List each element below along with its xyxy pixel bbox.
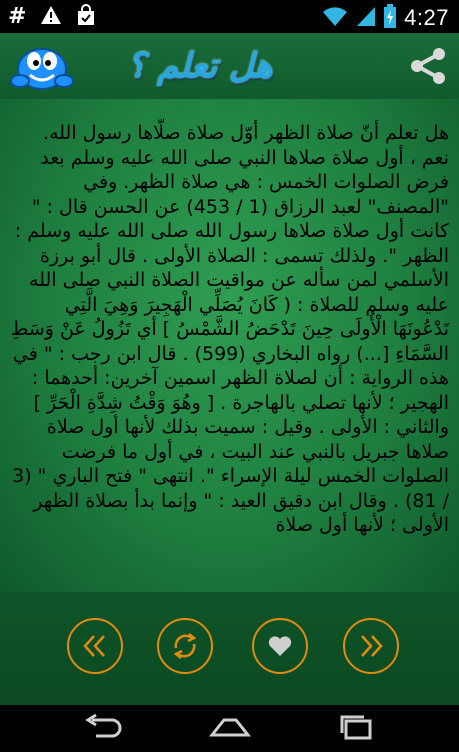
article-paragraph: هل تعلم أنّ صلاة الظهر أوّل صلاة صلّاها رسول الله.	[43, 122, 449, 144]
recents-button[interactable]	[332, 713, 380, 745]
status-bar-left-icons	[8, 4, 96, 30]
content-area[interactable]	[0, 99, 459, 592]
status-bar	[0, 0, 459, 33]
double-chevron-right-icon	[356, 631, 386, 661]
app-header	[0, 33, 459, 100]
refresh-button[interactable]	[157, 618, 213, 674]
status-time: 4:27	[404, 5, 449, 30]
double-chevron-left-icon	[80, 631, 110, 661]
controls-bar	[0, 592, 459, 705]
signal-icon	[356, 5, 376, 31]
app-title: هل تعلم ؟	[127, 46, 273, 86]
back-icon	[82, 714, 126, 744]
navigation-bar	[0, 705, 459, 752]
smiley-mascot-icon	[10, 39, 74, 97]
heart-icon	[267, 634, 293, 658]
recents-icon	[336, 714, 376, 744]
home-icon	[206, 715, 254, 743]
back-button[interactable]	[80, 713, 128, 745]
previous-button[interactable]	[67, 618, 123, 674]
refresh-icon	[169, 630, 201, 662]
wifi-icon	[322, 5, 348, 31]
battery-icon	[384, 4, 396, 32]
article-text	[10, 121, 449, 538]
article-paragraph: نعم ، أول صلاة صلاها النبي صلى الله عليه وسلم بعد فرض الصلوات الخمس : هي صلاة الظهر. وفي "المصنف" لعبد الرزاق (1 / 453) عن الحسن قال : " كانت أول صلاة صلاها رسول الله صلى الله عليه وسلم : الظهر ". ولذلك تسمى : الصلاة الأولى . قال أبو برزة الأسلمي لمن سأله عن مواقيت الصلاة النبي صلى الله عليه وسلم للصلاة : ( كَانَ يُصَلِّي الْهَجِيرَ وَهِيَ الَّتِي تَدْعُونَهَا الْأُولَى حِينَ تَدْحَضُ الشَّمْسُ ] أي تَزُولُ عَنْ وَسَطِ السَّمَاءِ [...) رواه البخاري (599) . قال ابن رجب : " في هذه الرواية : أن لصلاة الظهر اسمين آخرين: أحدهما : الهجير ؛ لأنها تصلي بالهاجرة . [ وهُوَ وَقْتُ شِدَّةِ الْحَرِّ ] والثاني : الأولى . وقيل : سميت بذلك لأنها أول صلاة صلاها جبريل بالنبي عند البيت ، في أول ما فرضت الصلوات الخمس ليلة الإسراء ". انتهى " فتح الباري " (3 / 81) . وقال ابن دقيق العيد : " وإنما بدأ بصلاة الظهر الأولى ؛ لأنها أول صلاة	[10, 146, 449, 536]
share-icon[interactable]	[409, 47, 447, 85]
warning-icon	[40, 5, 62, 29]
shopping-bag-icon	[76, 4, 96, 30]
status-bar-right-icons	[322, 4, 449, 32]
favorite-button[interactable]	[252, 618, 308, 674]
next-button[interactable]	[343, 618, 399, 674]
hash-icon: #	[8, 4, 27, 29]
home-button[interactable]	[206, 713, 254, 745]
